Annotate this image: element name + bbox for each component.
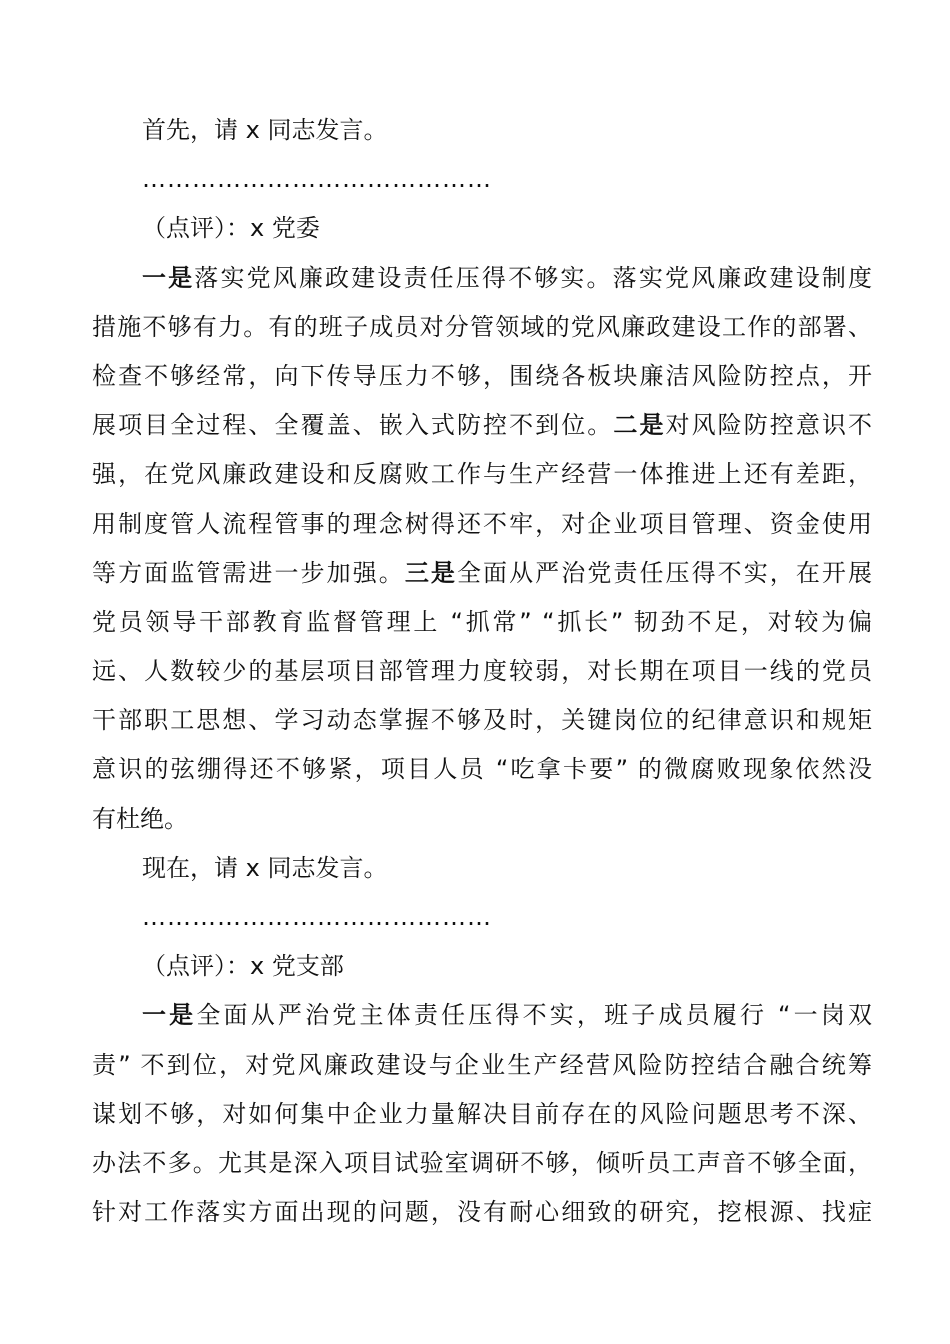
paragraph-line: 干部职工思想、学习动态掌握不够及时，关键岗位的纪律意识和规矩 [92, 706, 872, 735]
paragraph-line: 意识的弦绷得还不够紧，项目人员 “吃拿卡要” 的微腐败现象依然没 [92, 755, 872, 784]
paragraph-line: 办法不多。尤其是深入项目试验室调研不够，倾听员工声音不够全面， [92, 1148, 872, 1177]
paragraph-line: 党员领导干部教育监督管理上 “抓常” “抓长” 韧劲不足，对较为偏 [92, 607, 872, 636]
line-text: 对风险防控意识不 [665, 411, 873, 440]
paragraph-line [92, 549, 872, 598]
bold-marker: 二是 [613, 411, 666, 440]
bold-marker: 一是 [142, 1001, 197, 1030]
paragraph-line [92, 991, 872, 1040]
line-text: 落实党风廉政建设责任压得不够实。落实党风廉政建设制度 [194, 263, 872, 292]
section1-comment-header: （点评）：x 党委 [142, 214, 320, 243]
paragraph-line: 谋划不够，对如何集中企业力量解决目前存在的风险问题思考不深、 [92, 1099, 872, 1128]
bold-marker: 三是 [404, 558, 457, 587]
bold-marker: 一是 [142, 263, 195, 292]
paragraph-line: 远、人数较少的基层项目部管理力度较弱，对长期在项目一线的党员 [92, 657, 872, 686]
line-text: 等方面监管需进一步加强。 [92, 558, 405, 587]
paragraph-line: 责” 不到位，对党风廉政建设与企业生产经营风险防控结合融合统筹 [92, 1050, 872, 1079]
section2-intro: 现在，请 x 同志发言。 [142, 853, 388, 882]
line-text: 全面从严治党主体责任压得不实，班子成员履行 “一岗双 [196, 1001, 873, 1030]
line-text: 全面从严治党责任压得不实，在开展 [456, 558, 873, 587]
document-page [92, 106, 872, 1237]
line-text: 展项目全过程、全覆盖、嵌入式防控不到位。 [92, 411, 614, 440]
paragraph-line: 针对工作落实方面出现的问题，没有耐心细致的研究，挖根源、找症 [92, 1198, 872, 1227]
paragraph-line [92, 401, 872, 450]
paragraph-line: 强，在党风廉政建设和反腐败工作与生产经营一体推进上还有差距， [92, 460, 872, 489]
paragraph-line: 检查不够经常，向下传导压力不够，围绕各板块廉洁风险防控点，开 [92, 361, 872, 390]
section2-ellipsis: …………………………………… [142, 903, 492, 931]
section2-comment-header: （点评）：x 党支部 [142, 952, 344, 981]
paragraph-line: 有杜绝。 [92, 804, 188, 833]
section1-paragraph [92, 254, 872, 844]
paragraph-line [92, 254, 872, 303]
section1-intro: 首先，请 x 同志发言。 [142, 116, 388, 144]
section2-paragraph [92, 991, 872, 1237]
paragraph-line: 措施不够有力。有的班子成员对分管领域的党风廉政建设工作的部署、 [92, 312, 872, 341]
paragraph-line: 用制度管人流程管事的理念树得还不牢，对企业项目管理、资金使用 [92, 509, 872, 538]
section1-ellipsis: …………………………………… [142, 165, 492, 194]
